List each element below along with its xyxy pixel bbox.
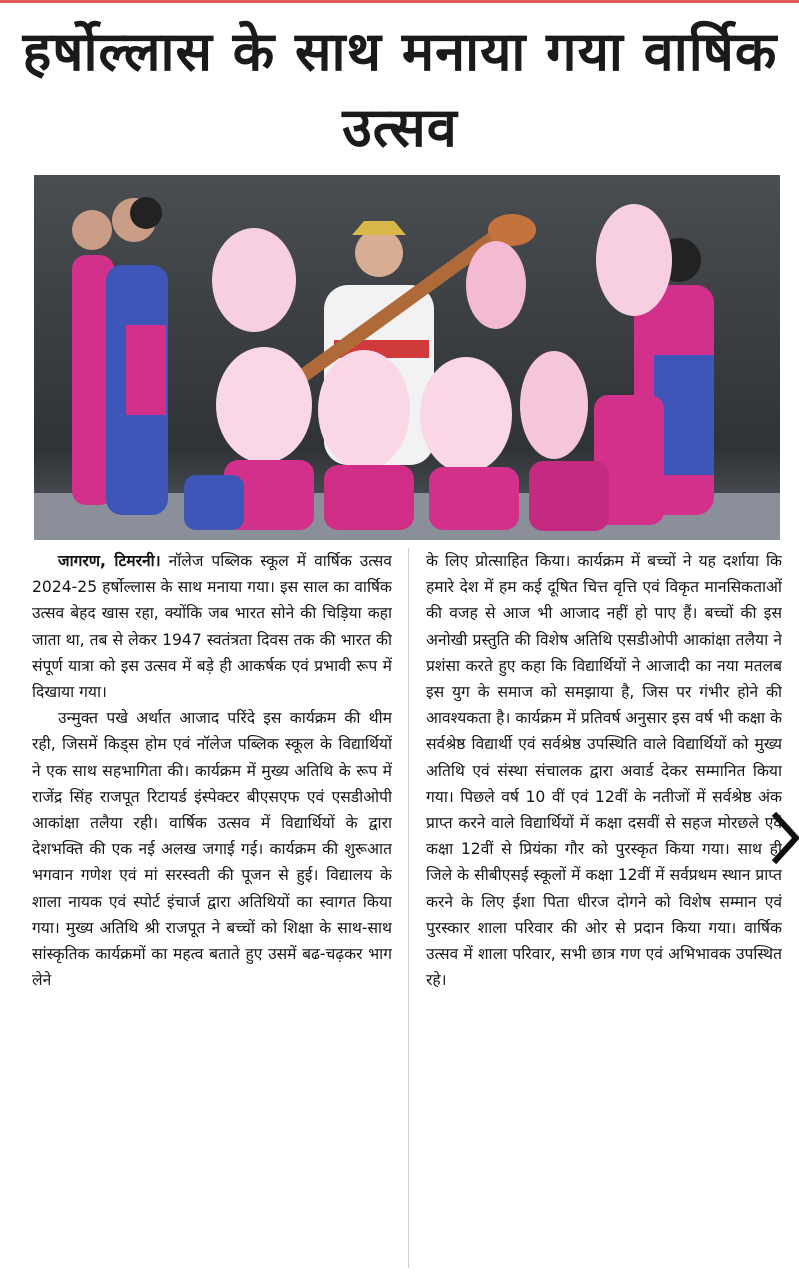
article-paragraph [32,548,392,705]
article-column-left [32,548,392,1273]
column-divider [408,548,409,1268]
article-headline: हर्षोल्लास के साथ मनाया गया वार्षिक उत्सव [22,20,778,159]
article-paragraph: उन्मुक्त पखे अर्थात आजाद परिंदे इस कार्यक्रम की थीम रही, जिसमें किड्स होम एवं नॉलेज पब्लिक स्कूल के विद्यार्थियों ने एक साथ सहभागिता की। कार्यक्रम में मुख्य अतिथि के रूप में राजेंद्र सिंह राजपूत रिटायर्ड इंस्पेक्टर बीएसएफ एवं एसडीओपी आकांक्षा तलैया रही। वार्षिक उत्सव में विद्यार्थियों के द्वारा देशभक्ति की एक नई अलख जगाई गई। कार्यक्रम की शुरूआत भगवान गणेश एवं मां सरस्वती की पूजन से हुई। विद्यालय के शाला नायक एवं स्पोर्ट इंचार्ज द्वारा अतिथियों का स्वागत किया गया। मुख्य अतिथि श्री राजपूत ने बच्चों को शिक्षा के साथ-साथ सांस्कृतिक कार्यक्रमों का महत्व बताते हुए उसमें बढ-चढ़कर भाग लेने [32,709,392,990]
article-paragraph: के लिए प्रोत्साहित किया। कार्यक्रम में बच्चों ने यह दर्शाया कि हमारे देश में हम कई दूषित चित्त वृत्ति एवं विकृत मानसिकताओं की वजह से आज भी आजाद नहीं हो पाए हैं। बच्चों की इस अनोखी प्रस्तुति की विशेष अतिथि एसडीओपी आकांक्षा तलैया ने प्रशंसा करते हुए कहा कि विद्यार्थियों ने आजादी का नया मतलब इस युग के समाज को समझाया है, जिस पर गंभीर होने की आवश्यकता है। कार्यक्रम में प्रतिवर्ष अनुसार इस वर्ष भी कक्षा के सर्वश्रेष्ठ विद्यार्थी एवं सर्वश्रेष्ठ उपस्थिति वाले विद्यार्थियों को मुख्य अतिथि एवं संस्था संचालक द्वारा अवार्ड देकर सम्मानित किया गया। पिछले वर्ष 10 वीं एवं 12वीं के नतीजों में सर्वश्रेष्ठ अंक प्राप्त करने वाले विद्यार्थियों में कक्षा दसवीं से सहज मोरछले एवं कक्षा 12वीं से प्रियंका गौर को पुरस्कृत किया गया। साथ ही जिले के सीबीएसई स्कूलों में कक्षा 12वीं में सर्वप्रथम स्थान प्राप्त करने के लिए ईशा पिता धीरज दोगने को विशेष सम्मान एवं पुरस्कार शाला परिवार की ओर से प्रदान किया गया। वार्षिक उत्सव में शाला परिवार, सभी छात्र गण एवं अभिभावक उपस्थित रहे। [426,552,782,990]
article-column-right [426,548,782,1273]
dateline: जागरण, टिमरनी। [58,552,161,570]
article-photo [34,175,780,540]
chevron-right-icon[interactable] [770,808,799,868]
top-red-rule [0,0,799,3]
article-text: नॉलेज पब्लिक स्कूल में वार्षिक उत्सव 2024-25 हर्षोल्लास के साथ मनाया गया। इस साल का वार्षिक उत्सव बेहद खास रहा, क्योंकि जब भारत सोने की चिड़िया कहा जाता था, तब से लेकर 1947 स्वतंत्रता दिवस तक की भारत की संपूर्ण यात्रा को इस उत्सव में बड़े ही आकर्षक एवं प्रभावी रूप में दिखाया गया। [32,552,392,702]
stage-dance-photo-illustration [34,175,780,540]
